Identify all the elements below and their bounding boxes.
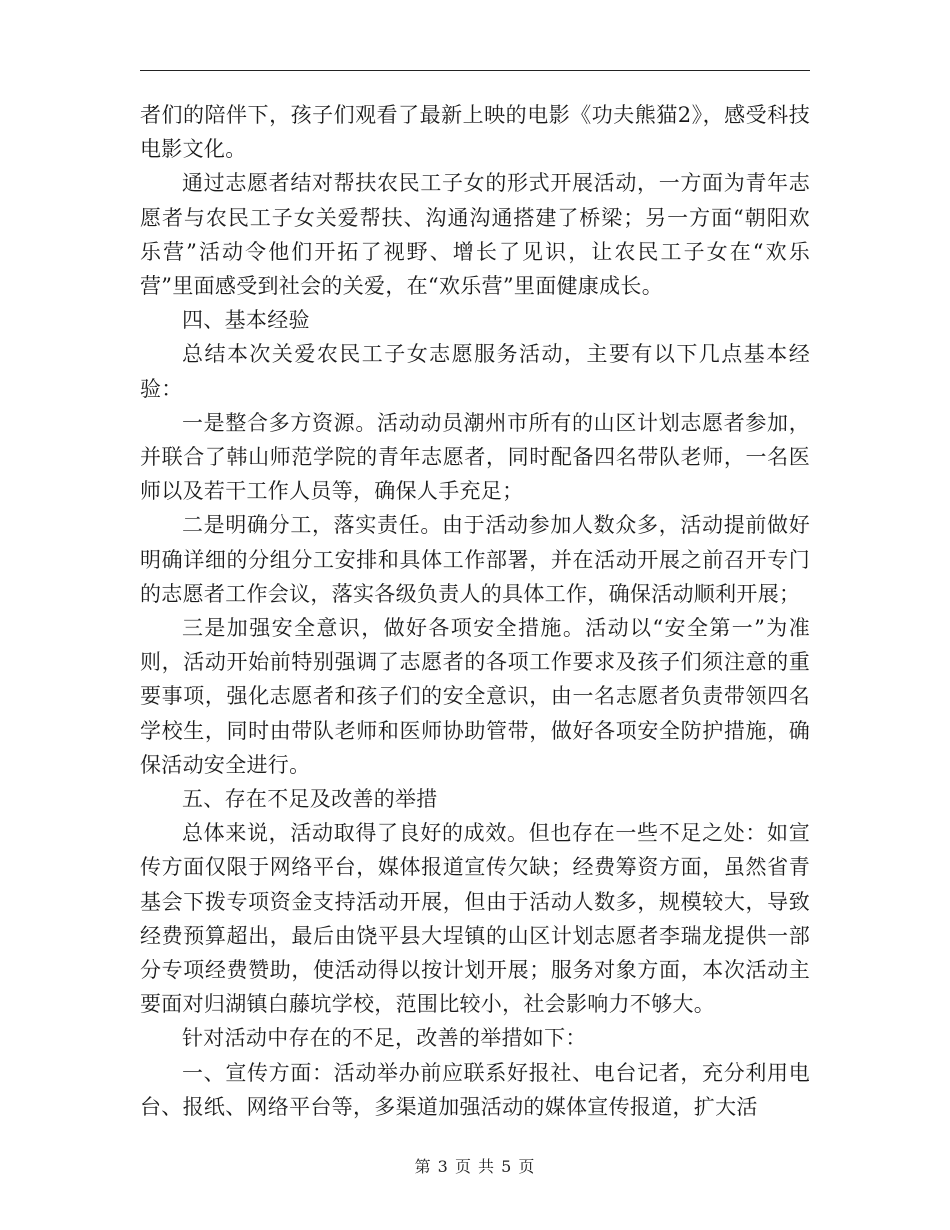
paragraph: 总体来说，活动取得了良好的成效。但也存在一些不足之处：如宣传方面仅限于网络平台，媒体报道宣传欠缺；经费筹资方面，虽然省青基会下拨专项资金支持活动开展，但由于活动人数多，规模较大，导致经费预算超出，最后由饶平县大埕镇的山区计划志愿者李瑞龙提供一部分专项经费赞助，使活动得以按计划开展；服务对象方面，本次活动主要面对归湖镇白藤坑学校，范围比较小，社会影响力不够大。 bbox=[140, 821, 810, 1017]
paragraph: 三是加强安全意识，做好各项安全措施。活动以“安全第一”为准则，活动开始前特别强调了志愿者的各项工作要求及孩子们须注意的重要事项，强化志愿者和孩子们的安全意识，由一名志愿者负责带领四名学校生，同时由带队老师和医师协助管带，做好各项安全防护措施，确保活动安全进行。 bbox=[140, 616, 810, 777]
paragraph: 一是整合多方资源。活动动员潮州市所有的山区计划志愿者参加，并联合了韩山师范学院的青年志愿者，同时配备四名带队老师，一名医师以及若干工作人员等，确保人手充足； bbox=[140, 410, 810, 504]
paragraph: 一、宣传方面：活动举办前应联系好报社、电台记者，充分利用电台、报纸、网络平台等，多渠道加强活动的媒体宣传报道，扩大活 bbox=[140, 1060, 810, 1119]
document-body bbox=[140, 98, 810, 1124]
paragraph: 针对活动中存在的不足，改善的举措如下： bbox=[182, 1026, 587, 1051]
section-heading: 四、基本经验 bbox=[182, 308, 310, 333]
paragraph: 者们的陪伴下，孩子们观看了最新上映的电影《功夫熊猫2》，感受科技电影文化。 bbox=[140, 103, 810, 162]
paragraph: 总结本次关爱农民工子女志愿服务活动，主要有以下几点基本经验： bbox=[140, 342, 810, 401]
paragraph: 通过志愿者结对帮扶农民工子女的形式开展活动，一方面为青年志愿者与农民工子女关爱帮扶、沟通沟通搭建了桥梁；另一方面“朝阳欢乐营”活动令他们开拓了视野、增长了见识，让农民工子女在“欢乐营”里面感受到社会的关爱，在“欢乐营”里面健康成长。 bbox=[140, 171, 810, 299]
page-footer: 第 3 页 共 5 页 bbox=[414, 1157, 536, 1176]
section-heading: 五、存在不足及改善的举措 bbox=[182, 787, 438, 812]
paragraph: 二是明确分工，落实责任。由于活动参加人数众多，活动提前做好明确详细的分组分工安排和具体工作部署，并在活动开展之前召开专门的志愿者工作会议，落实各级负责人的具体工作，确保活动顺利开展； bbox=[140, 513, 810, 606]
header-rule bbox=[140, 70, 810, 71]
